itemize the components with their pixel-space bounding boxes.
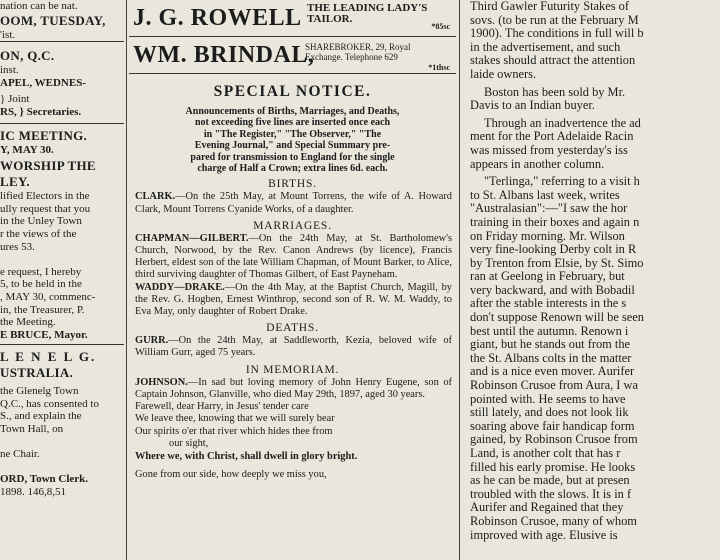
- notice-name: CHAPMAN—GILBERT.: [135, 232, 249, 244]
- left-line: WORSHIP THE: [0, 158, 96, 174]
- left-line: ON, Q.C.: [0, 48, 55, 64]
- birth-notice: [129, 191, 456, 215]
- article-line: and is a nice even mover. Aurifer: [470, 365, 635, 379]
- verse-line: Our spirits o'er that river which hides thee from: [135, 425, 333, 437]
- left-line: e request, I hereby: [0, 265, 82, 278]
- article-line: in the advertisement, and such: [470, 40, 621, 54]
- notice-intro: [129, 106, 456, 174]
- left-line: lified Electors in the: [0, 190, 90, 203]
- article-line: "Australasian":—"I saw the hor: [470, 202, 628, 216]
- article-line: after the stable interests in the s: [470, 297, 627, 311]
- marriages-heading: MARRIAGES.: [253, 219, 332, 232]
- column-rule: [459, 0, 460, 560]
- article-line: on Friday morning. Mr. Wilson: [470, 229, 625, 243]
- notice-text: —On the 4th May, at the Baptist Church, Magill, by the Rev. G. Hogben, Ernest Winthrop, second son of R. W. M. Waddy, to Eva May, only daughter of Robert Drake.: [135, 281, 452, 318]
- article-line: filled his early promise. He looks: [470, 460, 636, 474]
- intro-line: in "The Register," "The Observer," "The: [203, 128, 382, 140]
- article-line: to St. Albans last week, writes: [470, 188, 620, 202]
- left-line: E BRUCE, Mayor.: [0, 328, 88, 341]
- left-line: [0, 461, 124, 474]
- article-line: was missed from yesterday's iss: [470, 143, 628, 157]
- advert-code: *1thsc: [428, 63, 450, 72]
- verse-line: Where we, with Christ, shall dwell in glory bright.: [135, 450, 358, 462]
- left-line: Q.C., has consented to: [0, 397, 99, 410]
- middle-column: [129, 0, 456, 560]
- advertiser-name: J. G. ROWELL: [133, 5, 302, 31]
- left-column: [0, 0, 124, 560]
- verse-line: Farewell, dear Harry, in Jesus' tender care: [135, 401, 309, 413]
- article-line: Through an inadvertence the ad: [484, 116, 641, 130]
- left-line: ully request that you: [0, 202, 91, 215]
- article-line: training in their boxes and again n: [470, 215, 640, 229]
- notice-name: WADDY—DRAKE.: [135, 281, 225, 293]
- notice-name: JOHNSON.: [135, 376, 188, 388]
- article-line: very fine-looking Derby colt in R: [470, 243, 637, 257]
- advertiser-name: WM. BRINDAL,: [133, 42, 315, 68]
- article-line: best until the autumn. Renown i: [470, 324, 629, 338]
- advertiser-tagline: THE LEADING LADY'S TAILOR.: [307, 2, 428, 25]
- notice-title: SPECIAL NOTICE.: [213, 83, 372, 100]
- left-line: L E N E L G.: [0, 349, 97, 365]
- left-line: 5, to be held in the: [0, 278, 82, 291]
- left-line: } Joint: [0, 93, 30, 106]
- article-line: by Trenton from Elsie, by St. Simo: [470, 256, 644, 270]
- article-line: Third Gawler Futurity Stakes of: [470, 0, 629, 13]
- notice-text: —On the 25th May, at Mount Torrens, the wife of A. Howard Clark, Mount Torrens Cyanide Works, of a daughter.: [135, 191, 452, 215]
- births-heading: BIRTHS.: [268, 178, 317, 191]
- left-line: ne Chair.: [0, 448, 40, 461]
- article-line: 1900). The conditions in full will b: [470, 27, 644, 41]
- notice-text: —On the 24th May, at St. Bartholomew's Church, Norwood, by the Rev. Canon Andrews (by licence), Francis Herbert, eldest son of the late William Chapman, of Mount Barker, to Alice, third surviving daughter of Thomas Gilbert, of East Payneham.: [135, 232, 452, 281]
- article-line: Davis to an Indian buyer.: [470, 99, 595, 113]
- notice-name: GURR.: [135, 335, 169, 347]
- article-line: ment for the Port Adelaide Racin: [470, 130, 634, 144]
- article-line: Boston has been sold by Mr.: [484, 85, 626, 99]
- left-divider: [0, 123, 124, 124]
- advert-divider: [129, 73, 456, 74]
- article-line: troubled with the slows. It is in f: [470, 487, 632, 501]
- notice-text: —In sad but loving memory of John Henry Eugene, son of Captain Johnson, Glanville, who died May 29th, 1897, aged 30 years.: [135, 376, 452, 400]
- deaths-heading: DEATHS.: [266, 322, 319, 335]
- marriage-notice: [129, 233, 456, 282]
- left-line: in the Unley Town: [0, 215, 82, 228]
- death-notice: [129, 335, 456, 359]
- left-line: Y, MAY 30.: [0, 143, 54, 156]
- article-line: sovs. (to be run at the February M: [470, 13, 639, 27]
- article-line: soaring above fair handicap form: [470, 419, 635, 433]
- memoriam-heading: IN MEMORIAM.: [245, 363, 340, 376]
- left-line: ORD, Town Clerk.: [0, 473, 89, 486]
- left-line: S., and explain the: [0, 410, 82, 423]
- left-line: ures 53.: [0, 240, 35, 253]
- intro-line: charge of Half a Crown; extra lines 6d. each.: [197, 163, 388, 175]
- article-line: Aurifer and Regained that they: [470, 501, 624, 515]
- notice-text: —On the 24th May, at Saddleworth, Kezia, beloved wife of William Gurr, aged 75 years.: [135, 335, 452, 359]
- intro-line: not exceeding five lines are inserted once each: [194, 117, 391, 129]
- left-line: [0, 436, 124, 449]
- article-line: laide owners.: [470, 67, 537, 81]
- left-line: RS, } Secretaries.: [0, 105, 82, 118]
- column-rule: [126, 0, 127, 560]
- left-line: in, the Treasurer, P.: [0, 303, 85, 316]
- article-line: don't suppose Renown will be seen: [470, 311, 644, 325]
- left-line: the Meeting.: [0, 316, 56, 329]
- left-line: nation can be nat.: [0, 0, 78, 12]
- verse-line: our sight,: [169, 438, 209, 450]
- left-line: 1898. 146,8,51: [0, 486, 66, 499]
- article-line: stakes should attract the attention: [470, 54, 636, 68]
- marriage-notice: [129, 282, 456, 319]
- left-line: USTRALIA.: [0, 365, 74, 381]
- article-line: "Terlinga," referring to a visit h: [484, 175, 640, 189]
- article-line: very backward, and with Bobadil: [470, 283, 635, 297]
- article-line: pointed with. He seems to have: [470, 392, 626, 406]
- article-line: improved with age. Elusive is: [470, 528, 618, 542]
- article-line: as he can be made, but at presen: [470, 474, 630, 488]
- left-line: OOM, TUESDAY,: [0, 12, 106, 28]
- verse-line: Gone from our side, how deeply we miss you,: [135, 469, 327, 481]
- left-line: r the views of the: [0, 227, 77, 240]
- left-line: [0, 253, 124, 266]
- left-divider: [0, 41, 124, 42]
- article-line: Robinson Crusoe from Aura, I wa: [470, 379, 638, 393]
- article-line: the St. Albans colts in the matter: [470, 351, 632, 365]
- left-line: Town Hall, on: [0, 423, 64, 436]
- left-line: LEY.: [0, 174, 30, 190]
- article-line: Land, is another colt that has r: [470, 447, 621, 460]
- article-line: ran at Geelong in February, but: [470, 270, 625, 284]
- left-line: the Glenelg Town: [0, 385, 79, 398]
- article-line: appears in another column.: [470, 157, 605, 171]
- notice-name: CLARK.: [135, 191, 176, 203]
- advert-code: *85sc: [431, 22, 450, 31]
- intro-line: Announcements of Births, Marriages, and Deaths,: [185, 106, 400, 117]
- left-line: inst.: [0, 64, 19, 77]
- intro-line: pared for transmission to England for the single: [190, 151, 395, 163]
- brindal-advertisement: [129, 37, 456, 73]
- article-line: Robinson Crusoe, many of whom: [470, 514, 637, 528]
- intro-line: Evening Journal," and Special Summary pre-: [194, 140, 391, 152]
- left-line: APEL, WEDNES-: [0, 76, 86, 89]
- article-line: still lately, and does not look lik: [470, 406, 629, 420]
- left-line: 'ist.: [0, 28, 16, 41]
- left-line: IC MEETING.: [0, 127, 88, 143]
- rowell-advertisement: [129, 0, 456, 36]
- left-line: , MAY 30, commenc-: [0, 290, 96, 303]
- advertiser-tagline: Exchange. Telephone 629: [305, 52, 398, 62]
- advertiser-tagline: SHAREBROKER, 29, Royal: [305, 42, 411, 52]
- verse-line: We leave thee, knowing that we will surely bear: [135, 413, 335, 425]
- memoriam-notice: [129, 377, 456, 401]
- right-column: [462, 0, 720, 560]
- article-line: giant, but he stands out from the: [470, 338, 631, 352]
- left-divider: [0, 344, 124, 345]
- article-line: gained, by Robinson Crusoe from: [470, 433, 638, 447]
